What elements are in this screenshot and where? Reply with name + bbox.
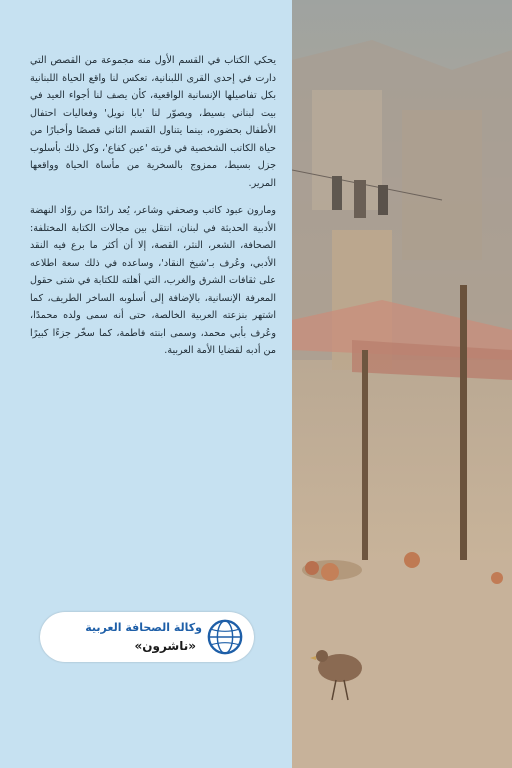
publisher-name: وكالة الصحافة العربية bbox=[85, 621, 202, 634]
publisher-subtitle: «ناشرون» bbox=[134, 639, 196, 653]
village-scene-illustration bbox=[292, 0, 512, 768]
synopsis-paragraph-1: يحكي الكتاب في القسم الأول منه مجموعة من القصص التي دارت في إحدى القرى اللبنانية، تعكس لنا واقع الحياة اللبنانية بكل تفاصيلها الإنسانية الواقعية، كأن يصف لنا أجواء العيد في بيت لبناني بسيط، ويصوّر لنا 'بابا نويل' وفعاليات احتفال الأطفال بحضوره، بينما يتناول القسم الثاني قصصًا وأخبارًا من حياة الكاتب الشخصية في قريته 'عين كفاع'، وكل ذلك بأسلوب جزل بسيط، ممزوج بالسخرية من مأساة الحياة وواقعها المرير. bbox=[30, 55, 276, 189]
synopsis-text bbox=[30, 52, 276, 370]
publisher-logo bbox=[40, 612, 254, 662]
globe-icon bbox=[206, 618, 244, 656]
author-bio-paragraph: ومارون عبود كاتب وصحفي وشاعر، يُعد رائدًا من روّاد النهضة الأدبية الحديثة في لبنان، انتقل بين مجالات الكتابة المختلفة: الصحافة، الشعر، النثر، القصة، إلا أن أكثر ما برع فيه النقد الأدبي، وعُرف بـ'شيخ النقاد'، وساعده في ذلك سعة اطلاعه على ثقافات الشرق والغرب، التي أهلته للكتابة في شتى حقول المعرفة الإنسانية، بالإضافة إلى أسلوبه الساخر الطريف، كما اشتهر بنزعته العربية الخالصة، حتى أنه سمى ولده محمدًا، وعُرف بأبي محمد، وسمى ابنته فاطمة، كما سخّر جزءًا كبيرًا من أدبه لقضايا الأمة العربية. bbox=[30, 205, 276, 356]
cover-illustration bbox=[292, 0, 512, 768]
